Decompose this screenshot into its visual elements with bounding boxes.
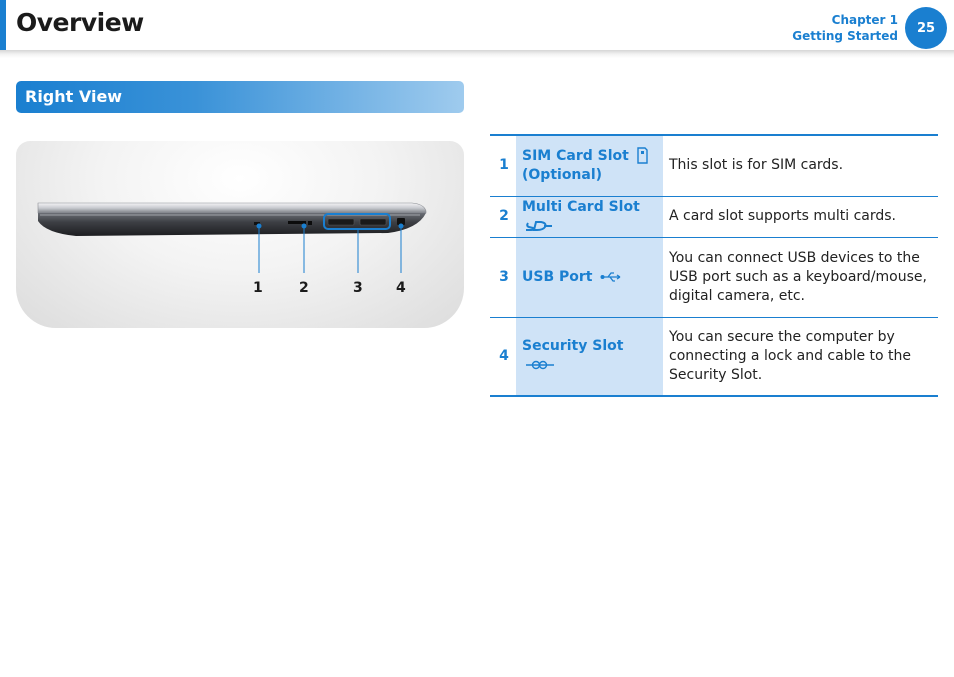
table-row bbox=[490, 196, 938, 237]
page-title: Overview bbox=[16, 8, 144, 37]
table-row bbox=[490, 237, 938, 317]
row-number: 3 bbox=[490, 237, 516, 317]
table-row bbox=[490, 317, 938, 396]
section-header bbox=[16, 81, 464, 113]
chapter-number: Chapter 1 bbox=[831, 13, 898, 27]
port-name: Multi Card Slot bbox=[522, 198, 640, 215]
laptop-right-view-figure bbox=[16, 141, 464, 328]
callout-2: 2 bbox=[299, 280, 309, 296]
lock-slot-icon bbox=[525, 359, 555, 371]
sim-card-icon bbox=[637, 147, 648, 164]
port-name: USB Port bbox=[522, 268, 593, 285]
port-description: A card slot supports multi cards. bbox=[663, 196, 938, 237]
usb-icon bbox=[600, 271, 622, 283]
port-description: This slot is for SIM cards. bbox=[669, 157, 844, 174]
callout-1: 1 bbox=[253, 280, 263, 296]
usb-port-shape-a bbox=[328, 219, 354, 225]
port-name-cell bbox=[516, 317, 663, 396]
row-number: 4 bbox=[490, 317, 516, 396]
table-row bbox=[490, 135, 938, 196]
row-number: 2 bbox=[490, 196, 516, 237]
chapter-label bbox=[792, 12, 898, 44]
port-name-cell bbox=[516, 135, 663, 196]
header-divider bbox=[0, 50, 954, 58]
port-description: You can connect USB devices to the USB port such as a keyboard/mouse, digital camera, etc. bbox=[663, 237, 938, 317]
laptop-illustration bbox=[16, 141, 464, 328]
row-number: 1 bbox=[499, 157, 509, 174]
ports-table bbox=[490, 134, 938, 397]
sd-card-icon bbox=[525, 220, 553, 232]
port-name-cell bbox=[516, 237, 663, 317]
port-name: Security Slot bbox=[522, 338, 624, 355]
header-accent-bar bbox=[0, 0, 6, 50]
callout-4: 4 bbox=[396, 280, 406, 296]
port-name-cell bbox=[516, 196, 663, 237]
card-slot-shape bbox=[288, 221, 306, 224]
usb-port-shape-b bbox=[360, 219, 386, 225]
port-name-extra: (Optional) bbox=[522, 166, 603, 183]
section-title: Right View bbox=[25, 87, 123, 106]
chapter-name: Getting Started bbox=[792, 29, 898, 43]
port-description: You can secure the computer by connecting a lock and cable to the Security Slot. bbox=[663, 317, 938, 396]
callout-3: 3 bbox=[353, 280, 363, 296]
port-name: SIM Card Slot bbox=[522, 147, 629, 164]
page-number-badge: 25 bbox=[905, 7, 947, 49]
